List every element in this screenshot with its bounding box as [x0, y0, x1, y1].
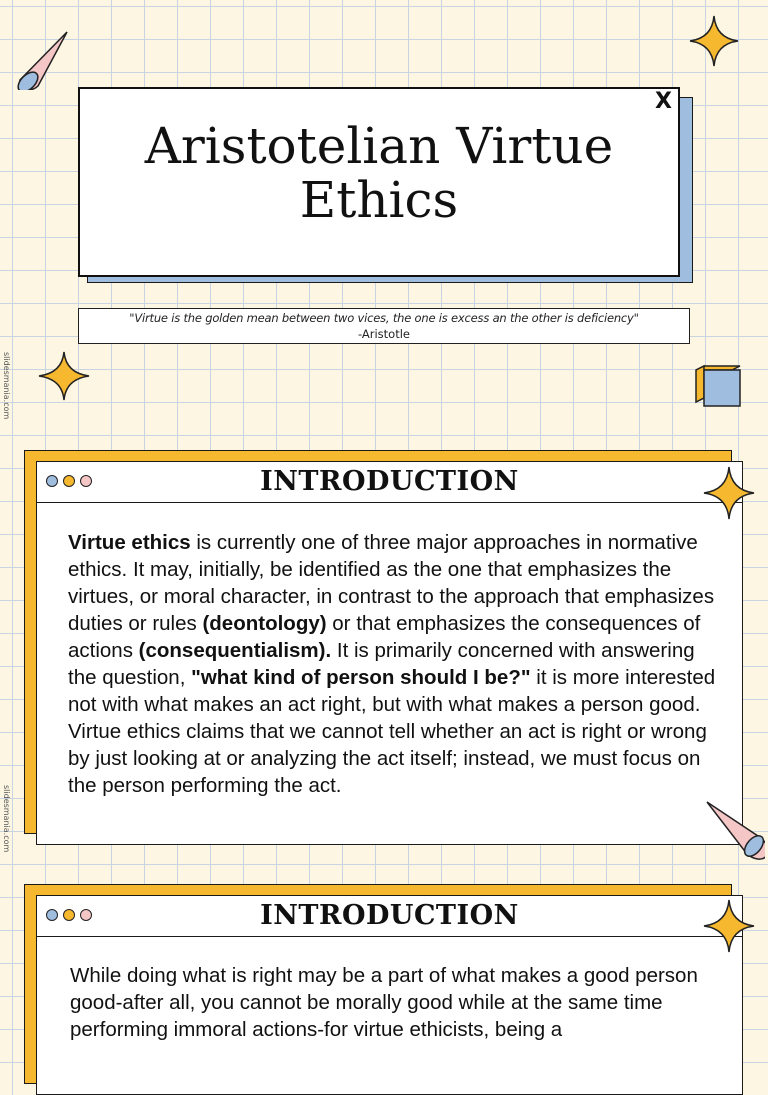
cube-icon	[694, 364, 744, 408]
close-button[interactable]: X	[655, 89, 672, 114]
section-card	[36, 461, 743, 845]
section-body: While doing what is right may be a part of what makes a good person good-after all, you cannot be morally good while at the same time performing immoral actions-for virtue ethicists, being a	[70, 964, 698, 1041]
quote-box	[78, 308, 690, 344]
section-header	[37, 896, 742, 937]
section-body: Virtue ethics is currently one of three major approaches in normative ethics. It may, initially, be identified as the one that emphasizes the virtues, or moral character, in contrast to the approach that emphasizes duties or rules (deontology) or that emphasizes the consequences of actions (consequentialism). It is primarily concerned with answering the question, "what kind of person should I be?" it is more interested not with what makes an act right, but with what makes a person good. Virtue ethics claims that we cannot tell whether an act is right or wrong by just looking at or analyzing the act itself; instead, we must focus on the person performing the act.	[68, 531, 716, 797]
quote-author: -Aristotle	[357, 327, 410, 341]
section-title: INTRODUCTION	[260, 900, 519, 931]
title-card	[78, 87, 680, 277]
page-title: Aristotelian Virtue Ethics	[144, 117, 614, 229]
cone-icon	[703, 798, 765, 860]
watermark: slidesmania.com	[2, 785, 11, 853]
sparkle-star-icon	[702, 898, 756, 954]
section-title: INTRODUCTION	[260, 466, 519, 497]
quote-text: "Virtue is the golden mean between two vices, the one is excess an the other is deficiency"	[129, 311, 639, 325]
sparkle-star-icon	[37, 350, 91, 402]
watermark: slidesmania.com	[2, 352, 11, 420]
section-card	[36, 895, 743, 1095]
cone-icon	[12, 28, 72, 90]
sparkle-star-icon	[702, 465, 756, 521]
section-header	[37, 462, 742, 503]
sparkle-star-icon	[688, 14, 740, 68]
